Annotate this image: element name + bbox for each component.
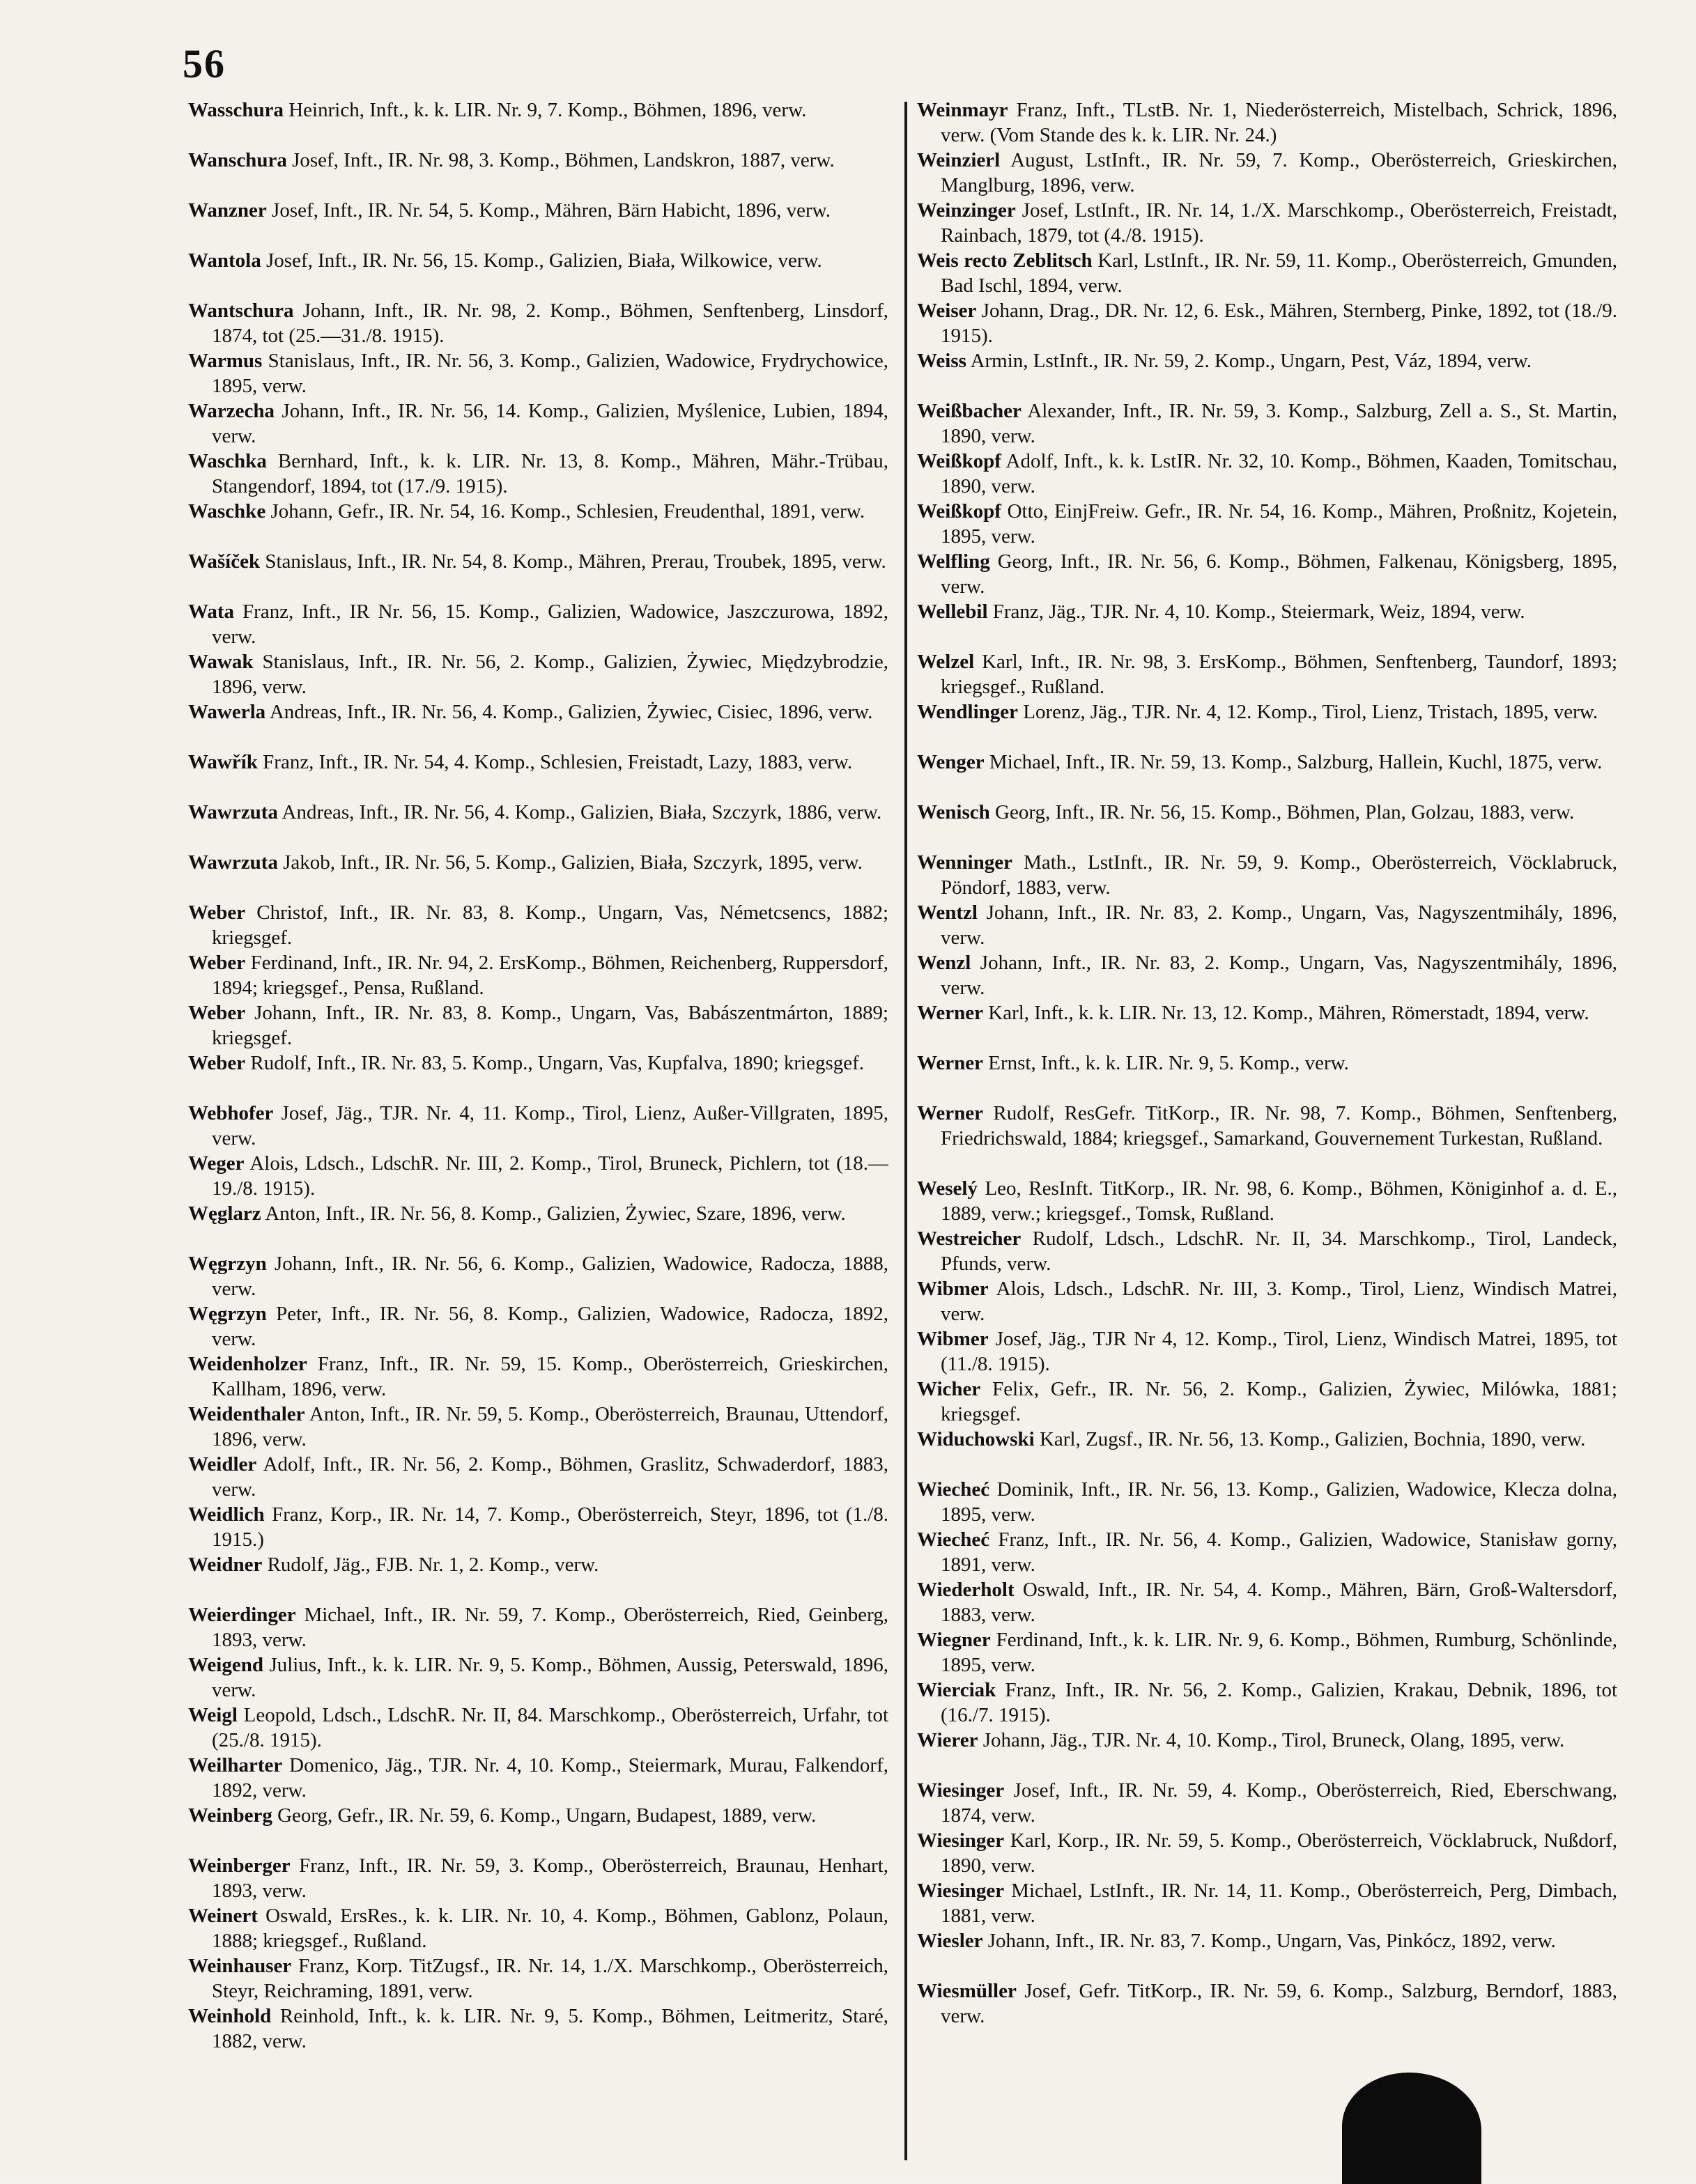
entry-details: Bernhard, Inft., k. k. LIR. Nr. 13, 8. Komp., Mähren, Mähr.-Trübau, Stangendorf, 1894, tot (17./9. 1915). <box>212 450 888 497</box>
entry-surname: Weiss <box>917 350 966 372</box>
entry-surname: Wiegner <box>917 1629 991 1651</box>
entry-details: Christof, Inft., IR. Nr. 83, 8. Komp., Ungarn, Vas, Németcsencs, 1882; kriegsgef. <box>212 901 888 949</box>
casualty-entry <box>917 800 1617 850</box>
entry-details: Rudolf, Ldsch., LdschR. Nr. II, 34. Marschkomp., Tirol, Landeck, Pfunds, verw. <box>941 1227 1617 1275</box>
entry-details: Johann, Inft., IR. Nr. 56, 14. Komp., Galizien, Myślenice, Lubien, 1894, verw. <box>212 400 888 447</box>
casualty-entry <box>917 1828 1617 1878</box>
entry-surname: Wawřík <box>188 751 258 773</box>
entry-details: Johann, Inft., IR. Nr. 83, 2. Komp., Ungarn, Vas, Nagyszentmihály, 1896, verw. <box>941 952 1617 999</box>
entry-details: Anton, Inft., IR. Nr. 56, 8. Komp., Galizien, Żywiec, Szare, 1896, verw. <box>265 1202 846 1225</box>
entry-details: Franz, Korp., IR. Nr. 14, 7. Komp., Oberösterreich, Steyr, 1896, tot (1./8. 1915.) <box>212 1503 888 1551</box>
entry-surname: Weigend <box>188 1654 263 1676</box>
entry-surname: Wanschura <box>188 149 287 171</box>
entry-details: Josef, LstInft., IR. Nr. 14, 1./X. Marschkomp., Oberösterreich, Freistadt, Rainbach, 1879, tot (4./8. 1915). <box>941 199 1617 247</box>
entry-surname: Wenger <box>917 751 985 773</box>
casualty-entry <box>188 1703 888 1753</box>
entry-details: Karl, Zugsf., IR. Nr. 56, 13. Komp., Galizien, Bochnia, 1890, verw. <box>1039 1428 1586 1450</box>
entry-surname: Weinberg <box>188 1804 272 1827</box>
casualty-entry <box>917 1226 1617 1276</box>
casualty-entry <box>188 1352 888 1402</box>
casualty-entry <box>917 750 1617 800</box>
entry-surname: Wawrzuta <box>188 851 278 874</box>
entry-surname: Weidner <box>188 1554 263 1576</box>
entry-surname: Wasschura <box>188 99 284 121</box>
casualty-entry <box>917 1051 1617 1101</box>
entry-details: Franz, Inft., IR. Nr. 59, 3. Komp., Oberösterreich, Braunau, Henhart, 1893, verw. <box>212 1854 888 1902</box>
casualty-entry <box>188 1853 888 1903</box>
casualty-entry <box>917 549 1617 599</box>
entry-surname: Wellebil <box>917 601 988 623</box>
casualty-entry <box>917 1878 1617 1928</box>
entry-surname: Weinzierl <box>917 149 1001 171</box>
casualty-entry <box>917 1678 1617 1728</box>
entry-surname: Weidler <box>188 1453 257 1476</box>
entry-details: Otto, EinjFreiw. Gefr., IR. Nr. 54, 16. Komp., Mähren, Proßnitz, Kojetein, 1895, verw. <box>941 500 1617 548</box>
entry-details: Josef, Inft., IR. Nr. 54, 5. Komp., Mähren, Bärn Habicht, 1896, verw. <box>272 199 831 222</box>
entry-details: Johann, Inft., IR. Nr. 98, 2. Komp., Böhmen, Senftenberg, Linsdorf, 1874, tot (25.—31./8. 1915). <box>212 300 888 347</box>
casualty-entry <box>917 1527 1617 1577</box>
entry-surname: Westreicher <box>917 1227 1022 1250</box>
entry-surname: Weger <box>188 1152 245 1175</box>
entry-details: Johann, Drag., DR. Nr. 12, 6. Esk., Mähren, Sternberg, Pinke, 1892, tot (18./9. 1915). <box>941 300 1617 347</box>
casualty-entry <box>188 348 888 398</box>
entry-surname: Widuchowski <box>917 1428 1035 1450</box>
entry-surname: Weidenthaler <box>188 1403 305 1425</box>
entry-details: Johann, Inft., IR. Nr. 56, 6. Komp., Galizien, Wadowice, Radocza, 1888, verw. <box>212 1253 888 1300</box>
entry-details: Rudolf, Jäg., FJB. Nr. 1, 2. Komp., verw. <box>267 1554 599 1576</box>
entry-details: Josef, Gefr. TitKorp., IR. Nr. 59, 6. Komp., Salzburg, Berndorf, 1883, verw. <box>941 1980 1617 2027</box>
entry-surname: Weidlich <box>188 1503 265 1526</box>
entry-surname: Warmus <box>188 350 263 372</box>
entry-details: Dominik, Inft., IR. Nr. 56, 13. Komp., Galizien, Wadowice, Klecza dolna, 1895, verw. <box>941 1478 1617 1526</box>
entry-surname: Wiecheć <box>917 1528 990 1551</box>
entry-surname: Weis recto Zeblitsch <box>917 249 1093 272</box>
entry-surname: Weierdinger <box>188 1604 296 1626</box>
entry-details: Alexander, Inft., IR. Nr. 59, 3. Komp., Salzburg, Zell a. S., St. Martin, 1890, verw. <box>941 400 1617 447</box>
casualty-entry <box>188 699 888 750</box>
entry-details: Josef, Jäg., TJR. Nr. 4, 11. Komp., Tirol, Lienz, Außer-Villgraten, 1895, verw. <box>212 1102 888 1149</box>
casualty-entry <box>917 248 1617 298</box>
entry-surname: Weinert <box>188 1905 258 1927</box>
casualty-entry <box>917 398 1617 449</box>
entry-details: Stanislaus, Inft., IR. Nr. 56, 3. Komp., Galizien, Wadowice, Frydrychowice, 1895, verw. <box>212 350 888 397</box>
casualty-entry <box>188 1753 888 1803</box>
entry-surname: Weinhold <box>188 2005 272 2027</box>
entry-surname: Waschka <box>188 450 267 472</box>
casualty-entry <box>188 950 888 1000</box>
entry-details: Josef, Inft., IR. Nr. 98, 3. Komp., Böhmen, Landskron, 1887, verw. <box>292 149 835 171</box>
entry-surname: Wiesinger <box>917 1880 1005 1902</box>
entry-details: Adolf, Inft., k. k. LstIR. Nr. 32, 10. Komp., Böhmen, Kaaden, Tomitschau, 1890, verw. <box>941 450 1617 497</box>
entry-details: Karl, Korp., IR. Nr. 59, 5. Komp., Oberösterreich, Vöcklabruck, Nußdorf, 1890, verw. <box>941 1829 1617 1877</box>
entry-details: Michael, Inft., IR. Nr. 59, 13. Komp., Salzburg, Hallein, Kuchl, 1875, verw. <box>989 751 1603 773</box>
entry-details: Karl, Inft., k. k. LIR. Nr. 13, 12. Komp., Mähren, Römerstadt, 1894, verw. <box>988 1002 1589 1024</box>
casualty-entry <box>188 850 888 900</box>
casualty-entry <box>917 1978 1617 2029</box>
casualty-entry <box>917 1728 1617 1778</box>
casualty-entry <box>917 1928 1617 1978</box>
casualty-entry <box>188 1452 888 1502</box>
entry-details: Reinhold, Inft., k. k. LIR. Nr. 9, 5. Komp., Böhmen, Leitmeritz, Staré, 1882, verw. <box>212 2005 888 2052</box>
entry-details: Michael, LstInft., IR. Nr. 14, 11. Komp., Oberösterreich, Perg, Dimbach, 1881, verw. <box>941 1880 1617 1927</box>
entry-surname: Weißkopf <box>917 500 1001 522</box>
casualty-entry <box>188 1251 888 1301</box>
entry-surname: Warzecha <box>188 400 275 422</box>
casualty-entry <box>188 248 888 298</box>
entry-details: Alois, Ldsch., LdschR. Nr. III, 2. Komp., Tirol, Bruneck, Pichlern, tot (18.—19./8. 1915). <box>212 1152 888 1200</box>
entry-details: Georg, Gefr., IR. Nr. 59, 6. Komp., Ungarn, Budapest, 1889, verw. <box>277 1804 817 1827</box>
entry-surname: Wenzl <box>917 952 971 974</box>
casualty-entry <box>917 699 1617 750</box>
entry-details: Armin, LstInft., IR. Nr. 59, 2. Komp., Ungarn, Pest, Váz, 1894, verw. <box>970 350 1532 372</box>
entry-details: Ferdinand, Inft., IR. Nr. 94, 2. ErsKomp., Böhmen, Reichenberg, Ruppersdorf, 1894; kriegsgef., Pensa, Rußland. <box>212 952 888 999</box>
entry-details: Georg, Inft., IR. Nr. 56, 15. Komp., Böhmen, Plan, Golzau, 1883, verw. <box>995 801 1575 823</box>
casualty-entry <box>188 1652 888 1703</box>
entry-details: Jakob, Inft., IR. Nr. 56, 5. Komp., Galizien, Biała, Szczyrk, 1895, verw. <box>283 851 863 874</box>
entry-surname: Werner <box>917 1052 984 1074</box>
entry-details: Felix, Gefr., IR. Nr. 56, 2. Komp., Galizien, Żywiec, Milówka, 1881; kriegsgef. <box>941 1378 1617 1425</box>
entry-details: Rudolf, ResGefr. TitKorp., IR. Nr. 98, 7. Komp., Böhmen, Senftenberg, Friedrichswald, 1884; kriegsgef., Samarkand, Gouvernement Turkestan, Rußland. <box>941 1102 1617 1149</box>
entry-details: Andreas, Inft., IR. Nr. 56, 4. Komp., Galizien, Biała, Szczyrk, 1886, verw. <box>282 801 882 823</box>
entry-surname: Weber <box>188 952 246 974</box>
casualty-entry <box>917 950 1617 1000</box>
casualty-entry <box>917 148 1617 198</box>
casualty-entry <box>188 649 888 699</box>
entry-details: Oswald, Inft., IR. Nr. 54, 4. Komp., Mähren, Bärn, Groß-Waltersdorf, 1883, verw. <box>941 1579 1617 1626</box>
entry-details: Karl, Inft., IR. Nr. 98, 3. ErsKomp., Böhmen, Senftenberg, Taundorf, 1893; kriegsgef., Rußland. <box>941 651 1617 698</box>
page-number: 56 <box>183 41 226 86</box>
casualty-entry <box>917 1101 1617 1176</box>
entry-details: Michael, Inft., IR. Nr. 59, 7. Komp., Oberösterreich, Ried, Geinberg, 1893, verw. <box>212 1604 888 1651</box>
entry-details: Adolf, Inft., IR. Nr. 56, 2. Komp., Böhmen, Graslitz, Schwaderdorf, 1883, verw. <box>212 1453 888 1501</box>
casualty-entry <box>188 2004 888 2054</box>
casualty-entry <box>188 298 888 348</box>
entry-surname: Wawrzuta <box>188 801 278 823</box>
entry-surname: Wibmer <box>917 1328 989 1350</box>
entry-surname: Wiederholt <box>917 1579 1015 1601</box>
entry-details: Oswald, ErsRes., k. k. LIR. Nr. 10, 4. Komp., Böhmen, Gablonz, Polaun, 1888; kriegsgef., Rußland. <box>212 1905 888 1952</box>
entry-details: August, LstInft., IR. Nr. 59, 7. Komp., Oberösterreich, Grieskirchen, Manglburg, 1896, verw. <box>941 149 1617 196</box>
entry-surname: Wiesinger <box>917 1829 1005 1852</box>
entry-surname: Wawak <box>188 651 254 673</box>
casualty-entry <box>917 900 1617 950</box>
entry-surname: Weber <box>188 1052 246 1074</box>
entry-surname: Welfling <box>917 550 990 573</box>
casualty-entry <box>188 98 888 148</box>
casualty-entry <box>917 348 1617 398</box>
casualty-entry <box>917 1377 1617 1427</box>
casualty-entry <box>188 1301 888 1352</box>
entry-details: Alois, Ldsch., LdschR. Nr. III, 3. Komp., Tirol, Lienz, Windisch Matrei, verw. <box>941 1278 1617 1325</box>
entry-surname: Wierciak <box>917 1679 996 1701</box>
entry-details: Andreas, Inft., IR. Nr. 56, 4. Komp., Galizien, Żywiec, Cisiec, 1896, verw. <box>269 701 873 723</box>
casualty-entry <box>917 1000 1617 1051</box>
entry-details: Franz, Inft., IR. Nr. 56, 4. Komp., Galizien, Wadowice, Stanisław gorny, 1891, verw. <box>941 1528 1617 1576</box>
casualty-entry <box>917 1778 1617 1828</box>
entry-details: Johann, Gefr., IR. Nr. 54, 16. Komp., Schlesien, Freudenthal, 1891, verw. <box>270 500 865 522</box>
casualty-entry <box>917 298 1617 348</box>
casualty-entry <box>188 1953 888 2004</box>
entry-details: Georg, Inft., IR. Nr. 56, 6. Komp., Böhmen, Falkenau, Königsberg, 1895, verw. <box>941 550 1617 598</box>
entry-surname: Wiesinger <box>917 1779 1005 1802</box>
casualty-entry <box>917 1427 1617 1477</box>
entry-surname: Wentzl <box>917 901 978 924</box>
entry-surname: Wantola <box>188 249 261 272</box>
entry-surname: Wantschura <box>188 300 294 322</box>
casualty-entry <box>188 1051 888 1101</box>
entry-surname: Wibmer <box>917 1278 989 1300</box>
entry-details: Stanislaus, Inft., IR. Nr. 56, 2. Komp., Galizien, Żywiec, Międzybrodzie, 1896, verw. <box>212 651 888 698</box>
entry-surname: Weinberger <box>188 1854 291 1877</box>
entry-surname: Wiesler <box>917 1930 983 1952</box>
casualty-entry <box>188 1000 888 1051</box>
entry-surname: Weber <box>188 901 246 924</box>
entry-surname: Webhofer <box>188 1102 274 1124</box>
column-divider <box>904 102 907 2160</box>
entry-details: Johann, Inft., IR. Nr. 83, 7. Komp., Ungarn, Vas, Pinkócz, 1892, verw. <box>987 1930 1556 1952</box>
entry-surname: Weißbacher <box>917 400 1022 422</box>
entry-surname: Weiser <box>917 300 977 322</box>
entry-surname: Weinmayr <box>917 99 1008 121</box>
entry-details: Franz, Jäg., TJR. Nr. 4, 10. Komp., Steiermark, Weiz, 1894, verw. <box>992 601 1525 623</box>
entry-details: Johann, Jäg., TJR. Nr. 4, 10. Komp., Tirol, Bruneck, Olang, 1895, verw. <box>982 1729 1565 1751</box>
entry-details: Karl, LstInft., IR. Nr. 59, 11. Komp., Oberösterreich, Gmunden, Bad Ischl, 1894, verw. <box>941 249 1617 297</box>
casualty-entry <box>188 549 888 599</box>
entry-surname: Werner <box>917 1002 984 1024</box>
entry-surname: Weinhauser <box>188 1955 292 1977</box>
ink-blot <box>1342 2073 1481 2184</box>
entry-surname: Wenninger <box>917 851 1012 874</box>
entry-surname: Weißkopf <box>917 450 1001 472</box>
entry-surname: Weigl <box>188 1704 238 1726</box>
entry-details: Josef, Inft., IR. Nr. 59, 4. Komp., Oberösterreich, Ried, Eberschwang, 1874, verw. <box>941 1779 1617 1827</box>
casualty-entry <box>188 1903 888 1953</box>
entry-surname: Waschke <box>188 500 266 522</box>
entry-surname: Węglarz <box>188 1202 261 1225</box>
entry-details: Ferdinand, Inft., k. k. LIR. Nr. 9, 6. Komp., Böhmen, Rumburg, Schönlinde, 1895, verw. <box>941 1629 1617 1676</box>
casualty-entry <box>188 599 888 649</box>
casualty-entry <box>188 1151 888 1201</box>
casualty-entry <box>188 398 888 449</box>
entry-details: Ernst, Inft., k. k. LIR. Nr. 9, 5. Komp., verw. <box>988 1052 1349 1074</box>
entry-details: Josef, Inft., IR. Nr. 56, 15. Komp., Galizien, Biała, Wilkowice, verw. <box>266 249 822 272</box>
entry-details: Leopold, Ldsch., LdschR. Nr. II, 84. Marschkomp., Oberösterreich, Urfahr, tot (25./8. 1915). <box>212 1704 888 1751</box>
casualty-entry <box>188 148 888 198</box>
entry-surname: Wašíček <box>188 550 261 573</box>
entry-details: Franz, Inft., IR. Nr. 54, 4. Komp., Schlesien, Freistadt, Lazy, 1883, verw. <box>263 751 853 773</box>
entry-details: Franz, Inft., IR Nr. 56, 15. Komp., Galizien, Wadowice, Jaszczurowa, 1892, verw. <box>212 601 888 648</box>
casualty-entry <box>188 1552 888 1602</box>
casualty-entry <box>917 649 1617 699</box>
casualty-entry <box>188 1402 888 1452</box>
left-column <box>188 98 888 2054</box>
entry-surname: Wicher <box>917 1378 981 1400</box>
entry-surname: Węgrzyn <box>188 1253 267 1275</box>
casualty-entry <box>917 198 1617 248</box>
casualty-entry <box>188 1201 888 1251</box>
entry-details: Josef, Jäg., TJR Nr 4, 12. Komp., Tirol, Lienz, Windisch Matrei, 1895, tot (11./8. 1915). <box>941 1328 1617 1375</box>
casualty-entry <box>917 499 1617 549</box>
casualty-entry <box>917 98 1617 148</box>
casualty-entry <box>917 1477 1617 1527</box>
casualty-entry <box>188 499 888 549</box>
casualty-entry <box>917 599 1617 649</box>
entry-surname: Węgrzyn <box>188 1303 267 1325</box>
entry-surname: Weilharter <box>188 1754 283 1776</box>
entry-details: Heinrich, Inft., k. k. LIR. Nr. 9, 7. Komp., Böhmen, 1896, verw. <box>288 99 807 121</box>
entry-surname: Weinzinger <box>917 199 1016 222</box>
entry-surname: Welzel <box>917 651 975 673</box>
entry-surname: Wata <box>188 601 235 623</box>
entry-surname: Wawerla <box>188 701 266 723</box>
entry-details: Anton, Inft., IR. Nr. 59, 5. Komp., Oberösterreich, Braunau, Uttendorf, 1896, verw. <box>212 1403 888 1450</box>
casualty-entry <box>917 1627 1617 1678</box>
entry-surname: Wierer <box>917 1729 978 1751</box>
casualty-entry <box>188 198 888 248</box>
entry-surname: Weselý <box>917 1177 978 1200</box>
casualty-entry <box>188 900 888 950</box>
entry-details: Domenico, Jäg., TJR. Nr. 4, 10. Komp., Steiermark, Murau, Falkendorf, 1892, verw. <box>212 1754 888 1802</box>
casualty-entry <box>917 1276 1617 1326</box>
entry-surname: Wiesmüller <box>917 1980 1017 2002</box>
entry-surname: Wanzner <box>188 199 267 222</box>
casualty-entry <box>188 800 888 850</box>
casualty-entry <box>188 1101 888 1151</box>
entry-details: Franz, Korp. TitZugsf., IR. Nr. 14, 1./X. Marschkomp., Oberösterreich, Steyr, Reichraming, 1891, verw. <box>212 1955 888 2002</box>
entry-surname: Werner <box>917 1102 984 1124</box>
entry-details: Rudolf, Inft., IR. Nr. 83, 5. Komp., Ungarn, Vas, Kupfalva, 1890; kriegsgef. <box>250 1052 865 1074</box>
entry-details: Peter, Inft., IR. Nr. 56, 8. Komp., Galizien, Wadowice, Radocza, 1892, verw. <box>212 1303 888 1350</box>
entry-details: Math., LstInft., IR. Nr. 59, 9. Komp., Oberösterreich, Vöcklabruck, Pöndorf, 1883, verw. <box>941 851 1617 899</box>
entry-surname: Weidenholzer <box>188 1353 307 1375</box>
entry-details: Leo, ResInft. TitKorp., IR. Nr. 98, 6. Komp., Böhmen, Königinhof a. d. E., 1889, verw.; kriegsgef., Tomsk, Rußland. <box>941 1177 1617 1225</box>
casualty-entry <box>917 1577 1617 1627</box>
casualty-entry <box>188 750 888 800</box>
entry-surname: Weber <box>188 1002 246 1024</box>
casualty-entry <box>188 449 888 499</box>
entry-details: Stanislaus, Inft., IR. Nr. 54, 8. Komp., Mähren, Prerau, Troubek, 1895, verw. <box>265 550 886 573</box>
entry-details: Johann, Inft., IR. Nr. 83, 8. Komp., Ungarn, Vas, Babászentmárton, 1889; kriegsgef. <box>212 1002 888 1049</box>
entry-details: Julius, Inft., k. k. LIR. Nr. 9, 5. Komp., Böhmen, Aussig, Peterswald, 1896, verw. <box>212 1654 888 1701</box>
casualty-entry <box>917 449 1617 499</box>
entry-details: Lorenz, Jäg., TJR. Nr. 4, 12. Komp., Tirol, Lienz, Tristach, 1895, verw. <box>1023 701 1598 723</box>
casualty-entry <box>917 1176 1617 1226</box>
entry-surname: Wiecheć <box>917 1478 990 1501</box>
casualty-entry <box>188 1502 888 1552</box>
entry-details: Franz, Inft., TLstB. Nr. 1, Niederösterreich, Mistelbach, Schrick, 1896, verw. (Vom Stande des k. k. LIR. Nr. 24.) <box>941 99 1617 146</box>
casualty-entry <box>188 1602 888 1652</box>
entry-surname: Wenisch <box>917 801 990 823</box>
casualty-entry <box>188 1803 888 1853</box>
entry-details: Franz, Inft., IR. Nr. 56, 2. Komp., Galizien, Krakau, Debnik, 1896, tot (16./7. 1915). <box>941 1679 1617 1726</box>
casualty-entry <box>917 850 1617 900</box>
entry-surname: Wendlinger <box>917 701 1019 723</box>
entry-details: Johann, Inft., IR. Nr. 83, 2. Komp., Ungarn, Vas, Nagyszentmihály, 1896, verw. <box>941 901 1617 949</box>
right-column <box>917 98 1617 2029</box>
entry-details: Franz, Inft., IR. Nr. 59, 15. Komp., Oberösterreich, Grieskirchen, Kallham, 1896, verw. <box>212 1353 888 1400</box>
casualty-entry <box>917 1326 1617 1377</box>
